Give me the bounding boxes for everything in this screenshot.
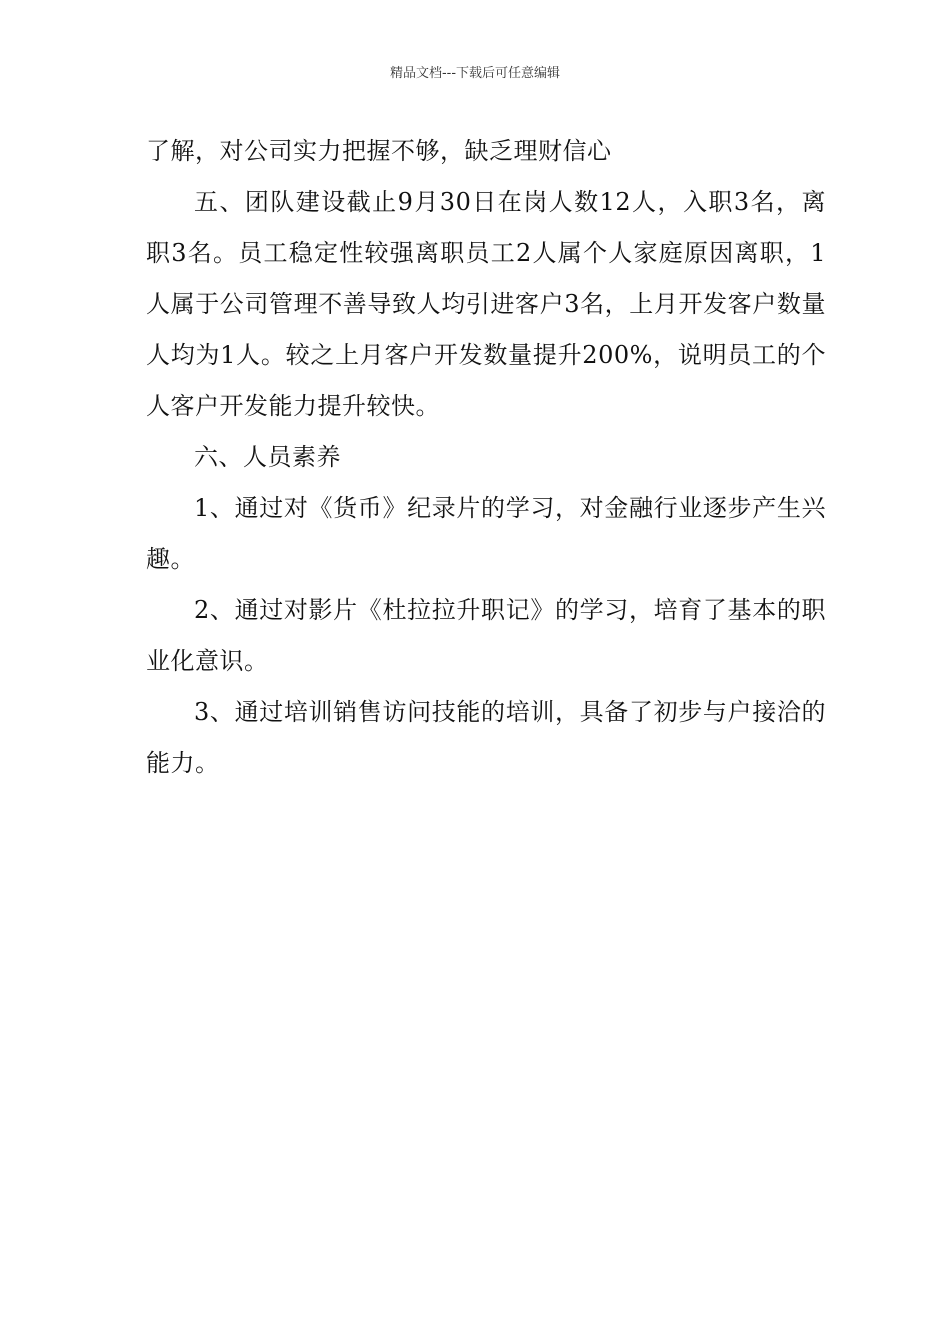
page-header: 精品文档---下载后可任意编辑 [389, 66, 561, 81]
list-item-1: 1、通过对《货币》纪录片的学习，对金融行业逐步产生兴趣。 [146, 494, 826, 573]
document-body [146, 126, 826, 789]
paragraph-continuation: 了解，对公司实力把握不够，缺乏理财信心 [146, 137, 612, 165]
list-item-2: 2、通过对影片《杜拉拉升职记》的学习，培育了基本的职业化意识。 [146, 596, 826, 675]
list-item-3: 3、通过培训销售访问技能的培训，具备了初步与户接洽的能力。 [146, 698, 826, 777]
paragraph-team-building: 五、团队建设截止9月30日在岗人数12人，入职3名，离职3名。员工稳定性较强离职员工2人属个人家庭原因离职，1人属于公司管理不善导致人均引进客户3名，上月开发客户数量人均为1人。较之上月客户开发数量提升200%，说明员工的个人客户开发能力提升较快。 [146, 188, 826, 420]
section-heading-personnel: 六、人员素养 [194, 443, 341, 471]
